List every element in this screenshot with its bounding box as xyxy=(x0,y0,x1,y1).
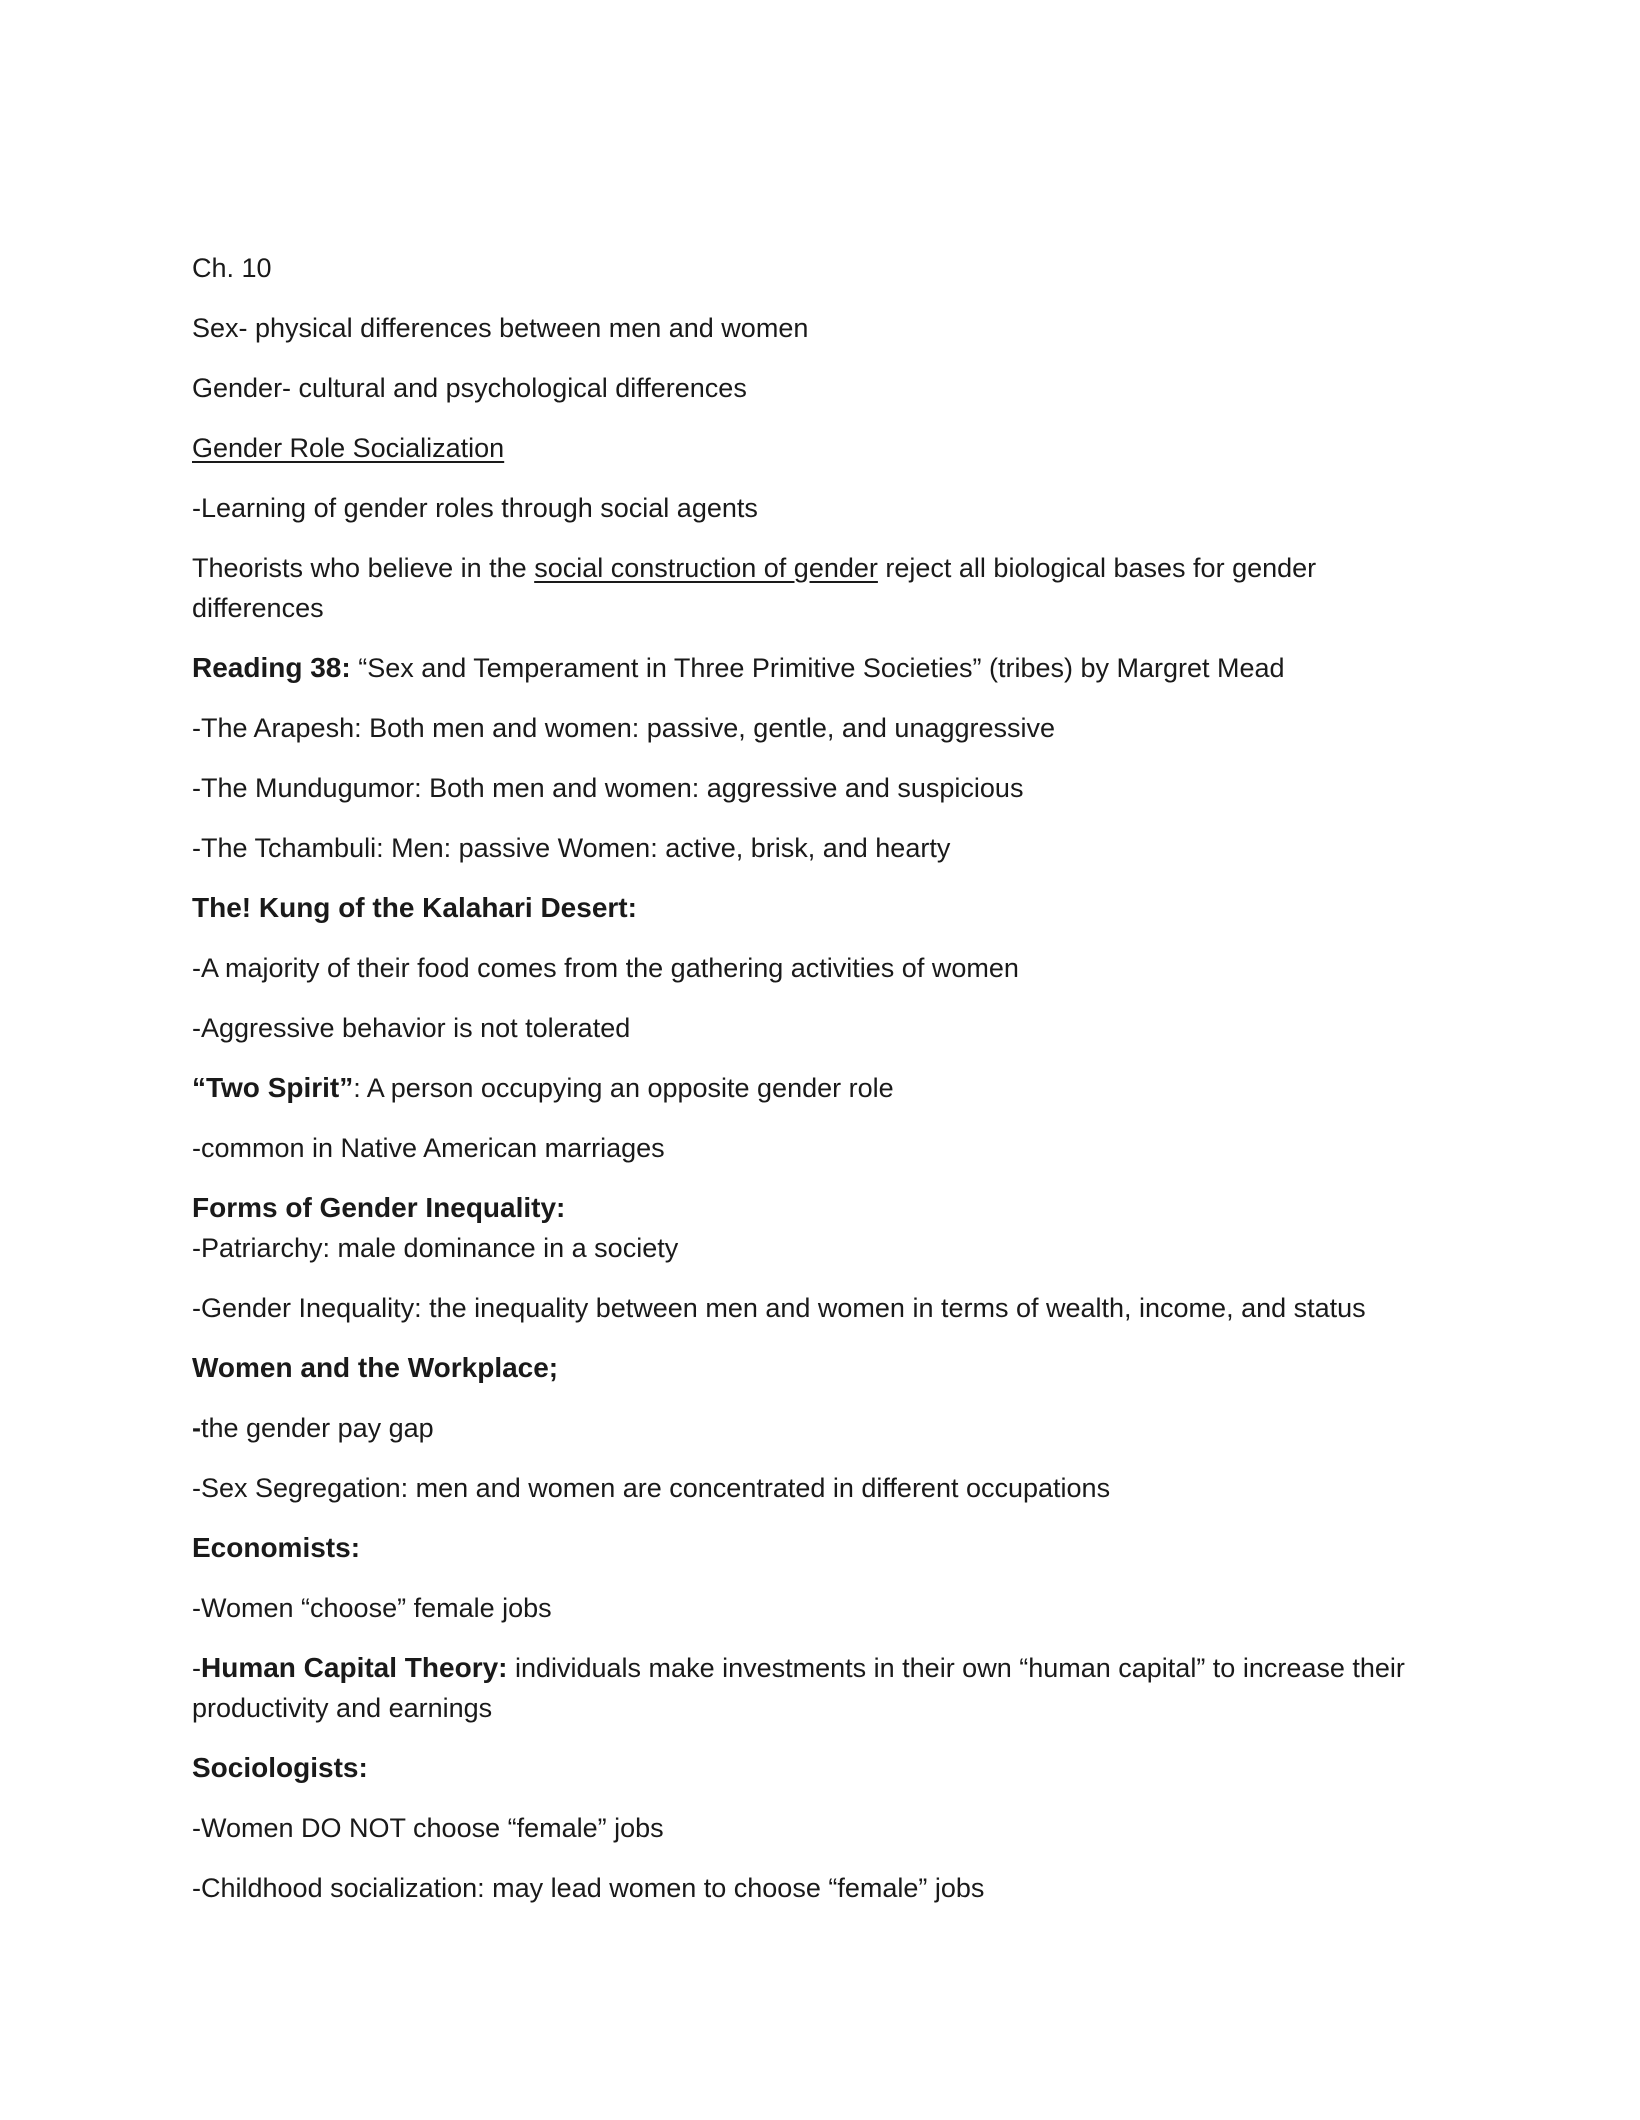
pay-gap-dash: - xyxy=(192,1413,201,1443)
document-body xyxy=(192,248,1442,1928)
chapter-title: Ch. 10 xyxy=(192,253,272,283)
pay-gap-text: the gender pay gap xyxy=(201,1413,434,1443)
mundugumor-item: -The Mundugumor: Both men and women: aggressive and suspicious xyxy=(192,773,1024,803)
social-construction-term: social construction of gender xyxy=(534,553,878,583)
theorists-text-post: reject all biological bases for gender differences xyxy=(192,553,1317,623)
sex-segregation-item: -Sex Segregation: men and women are concentrated in different occupations xyxy=(192,1473,1111,1503)
reading-38-title: “Sex and Temperament in Three Primitive Societies” (tribes) by Margret Mead xyxy=(350,653,1285,683)
kung-aggression-item: -Aggressive behavior is not tolerated xyxy=(192,1013,631,1043)
social-construction-paragraph xyxy=(192,548,1442,628)
tchambuli-item: -The Tchambuli: Men: passive Women: active, brisk, and hearty xyxy=(192,833,951,863)
two-spirit-common-item: -common in Native American marriages xyxy=(192,1133,665,1163)
two-spirit-definition: : A person occupying an opposite gender role xyxy=(353,1073,894,1103)
human-capital-theory-item xyxy=(192,1648,1442,1728)
kung-heading: The! Kung of the Kalahari Desert: xyxy=(192,892,637,923)
hct-label: Human Capital Theory: xyxy=(201,1652,508,1683)
theorists-text-pre: Theorists who believe in the xyxy=(192,553,535,583)
gender-inequality-item: -Gender Inequality: the inequality between men and women in terms of wealth, income, and status xyxy=(192,1293,1366,1323)
patriarchy-item: -Patriarchy: male dominance in a society xyxy=(192,1233,679,1263)
women-choose-item: -Women “choose” female jobs xyxy=(192,1593,552,1623)
gender-role-socialization-heading: Gender Role Socialization xyxy=(192,433,505,463)
reading-38-line xyxy=(192,648,1442,688)
two-spirit-label: “Two Spirit” xyxy=(192,1072,354,1103)
gender-inequality-heading: Forms of Gender Inequality: xyxy=(192,1192,566,1223)
workplace-heading: Women and the Workplace; xyxy=(192,1352,559,1383)
hct-dash: - xyxy=(192,1653,201,1683)
economists-heading: Economists: xyxy=(192,1532,361,1563)
kung-food-item: -A majority of their food comes from the gathering activities of women xyxy=(192,953,1019,983)
childhood-socialization-item: -Childhood socialization: may lead women to choose “female” jobs xyxy=(192,1873,985,1903)
hct-text: individuals make investments in their own “human capital” to increase their productivity and earnings xyxy=(192,1653,1405,1723)
pay-gap-item xyxy=(192,1408,1442,1448)
sociologists-heading: Sociologists: xyxy=(192,1752,368,1783)
reading-38-label: Reading 38: xyxy=(192,652,351,683)
gender-definition: Gender- cultural and psychological differences xyxy=(192,373,747,403)
sex-definition: Sex- physical differences between men and women xyxy=(192,313,809,343)
arapesh-item: -The Arapesh: Both men and women: passive, gentle, and unaggressive xyxy=(192,713,1056,743)
two-spirit-line xyxy=(192,1068,1442,1108)
gender-role-socialization-definition: -Learning of gender roles through social agents xyxy=(192,493,758,523)
women-not-choose-item: -Women DO NOT choose “female” jobs xyxy=(192,1813,664,1843)
